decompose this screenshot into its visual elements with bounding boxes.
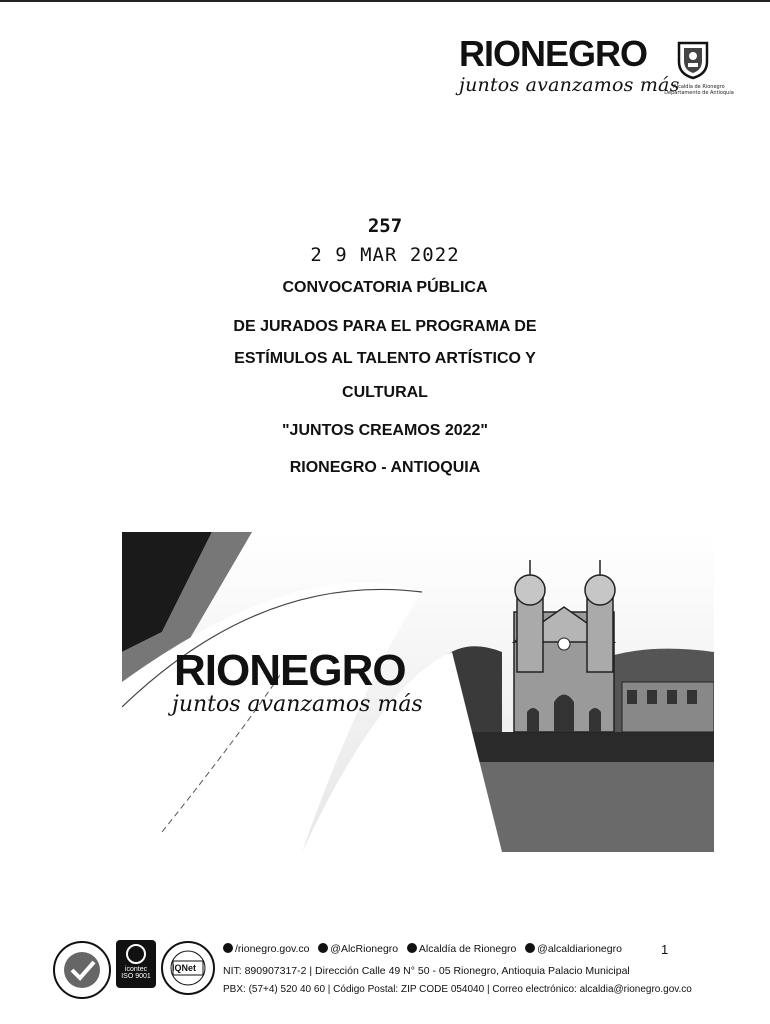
- footer-twitter[interactable]: @AlcRionegro: [330, 943, 399, 955]
- title-line: CULTURAL: [342, 384, 428, 401]
- iqnet-label: IQNet: [172, 963, 197, 973]
- footer-facebook[interactable]: Alcaldía de Rionegro: [418, 943, 517, 955]
- footer-contact: PBX: (57+4) 520 40 60 | Código Postal: ZIP CODE 054040 | Correo electrónico: alcaldia@rionegro.gov.co: [223, 984, 692, 995]
- title-line: RIONEGRO - ANTIOQUIA: [289, 459, 481, 476]
- instagram-icon: [525, 943, 535, 953]
- icontec-logo-icon: [126, 944, 146, 964]
- footer-web[interactable]: /rionegro.gov.co: [235, 943, 310, 955]
- title-line: "JUNTOS CREAMOS 2022": [281, 422, 489, 439]
- footer-address: NIT: 890907317-2 | Dirección Calle 49 N° 50 - 05 Rionegro, Antioquia Palacio Municipal: [223, 965, 630, 977]
- top-border: [0, 0, 770, 2]
- globe-icon: [223, 943, 233, 953]
- crest-caption: Alcaldía de Rionegro Departamento de Antioquia: [664, 84, 734, 96]
- cover-banner: [122, 532, 714, 852]
- twitter-icon: [318, 943, 328, 953]
- certification-seal-icon: [52, 940, 112, 1000]
- resolution-number: 257: [367, 215, 403, 237]
- footer-instagram[interactable]: @alcaldiarionegro: [537, 943, 622, 955]
- banner-slogan: juntos avanzamos más: [172, 692, 423, 717]
- page-number: 1: [661, 942, 669, 957]
- icontec-badge: [116, 940, 156, 988]
- title-line: DE JURADOS PARA EL PROGRAMA DE: [233, 318, 537, 335]
- resolution-date: 2 9 MAR 2022: [310, 244, 460, 266]
- logo-slogan: juntos avanzamos más: [459, 74, 680, 96]
- facebook-icon: [407, 943, 417, 953]
- municipal-crest-icon: [676, 40, 710, 80]
- title-line: CONVOCATORIA PÚBLICA: [282, 279, 488, 296]
- title-line: ESTÍMULOS AL TALENTO ARTÍSTICO Y: [234, 350, 536, 367]
- rionegro-logo: RIONEGRO: [459, 33, 648, 74]
- footer-social-line: [223, 943, 622, 955]
- iso-label: ISO 9001: [121, 973, 151, 980]
- icontec-label: icontec: [124, 966, 148, 973]
- banner-logo: RIONEGRO: [174, 646, 406, 695]
